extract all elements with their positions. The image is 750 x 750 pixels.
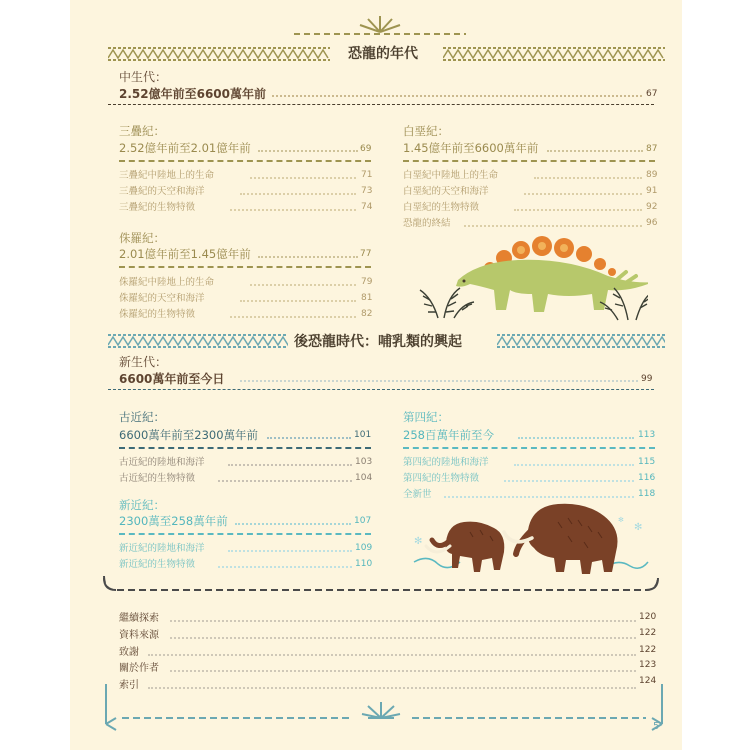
bottom-ornament [100,684,670,732]
neogene-page: 107 [354,516,372,526]
list-item-label: 關於作者 [119,663,159,674]
quaternary-page: 113 [638,430,656,440]
dot-leader [218,480,352,482]
list-item-label: 白堊紀的天空和海洋 [403,186,489,197]
list-item-page: 74 [361,202,373,212]
svg-text:✻: ✻ [414,536,423,547]
cenozoic-range: 6600萬年前至今日 [119,372,225,386]
neogene-label: 新近紀： [119,498,165,512]
mesozoic-rule [108,104,654,105]
list-item-label: 三疊紀的天空和海洋 [119,186,205,197]
list-item-label: 全新世 [403,489,432,500]
list-item-page: 89 [646,170,658,180]
book-page [70,0,682,750]
dot-leader [504,480,634,482]
cretaceous-rule [403,160,655,162]
triassic-rule [119,160,371,162]
list-item-page: 116 [638,473,656,483]
stegosaurus-illustration [418,232,648,324]
jurassic-label: 侏羅紀： [119,231,165,245]
paleogene-rule [119,447,371,449]
cenozoic-page: 99 [641,374,653,384]
list-item-label: 侏羅紀的生物特徵 [119,309,196,320]
mesozoic-range: 2.52億年前至6600萬年前 [119,87,267,101]
dot-leader [240,300,356,302]
dot-leader [228,464,352,466]
dot-leader [240,380,638,382]
list-item-label: 索引 [119,680,139,691]
top-ornament [290,10,470,40]
dot-leader [235,523,351,525]
list-item-label: 資料來源 [119,630,159,641]
quaternary-label: 第四紀： [403,410,449,424]
dot-leader [464,225,642,227]
mesozoic-label: 中生代： [119,70,168,84]
list-item-label: 古近紀的生物特徵 [119,473,196,484]
dot-leader [230,209,356,211]
section1-title: 恐龍的年代 [348,46,418,62]
dot-leader [258,150,358,152]
list-item-page: 122 [639,645,657,655]
mesozoic-page: 67 [646,89,658,99]
dot-leader [524,193,642,195]
dot-leader [258,256,358,258]
paleogene-range: 6600萬年前至2300萬年前 [119,428,259,442]
list-item-page: 79 [361,277,373,287]
cretaceous-page: 87 [646,144,658,154]
dot-leader [230,316,356,318]
list-item-page: 82 [361,309,373,319]
dot-leader [240,193,356,195]
cretaceous-range: 1.45億年前至6600萬年前 [403,141,539,155]
list-item-label: 第四紀的陸地和海洋 [403,457,489,468]
list-item-page: 73 [361,186,373,196]
back-matter-divider [100,574,662,596]
dot-leader [148,654,636,656]
cretaceous-label: 白堊紀： [403,124,449,138]
list-item-page: 118 [638,489,656,499]
dot-leader [547,150,643,152]
list-item-page: 81 [361,293,373,303]
list-item-page: 123 [639,660,657,670]
dot-leader [250,177,356,179]
section2-title: 後恐龍時代：哺乳類的興起 [294,334,462,350]
list-item-label: 新近紀的陸地和海洋 [119,543,205,554]
triassic-label: 三疊紀： [119,124,165,138]
list-item-page: 122 [639,628,657,638]
section2-left-bar [108,333,288,349]
section1-right-bar [443,46,665,62]
list-item-label: 新近紀的生物特徵 [119,559,196,570]
neogene-rule [119,533,371,535]
jurassic-rule [119,266,371,268]
dot-leader [170,620,636,622]
list-item-label: 古近紀的陸地和海洋 [119,457,205,468]
dot-leader [250,284,356,286]
dot-leader [267,437,351,439]
svg-text:✻: ✻ [634,522,643,533]
list-item-label: 致謝 [119,647,139,658]
list-item-page: 109 [355,543,373,553]
list-item-label: 侏羅紀的天空和海洋 [119,293,205,304]
dot-leader [444,496,634,498]
fern-left [420,288,474,318]
list-item-page: 96 [646,218,658,228]
mammoth-illustration [408,502,650,578]
list-item-label: 白堊紀中陸地上的生命 [403,170,499,181]
quaternary-range: 258百萬年前至今 [403,428,494,442]
section1-left-bar [108,46,330,62]
quaternary-rule [403,447,655,449]
neogene-range: 2300萬至258萬年前 [119,514,228,528]
dot-leader [514,209,642,211]
list-item-label: 白堊紀的生物特徵 [403,202,480,213]
jurassic-range: 2.01億年前至1.45億年前 [119,247,251,261]
triassic-page: 69 [360,144,372,154]
list-item-label: 三疊紀中陸地上的生命 [119,170,215,181]
triassic-range: 2.52億年前至2.01億年前 [119,141,251,155]
dot-leader [272,95,642,97]
list-item-page: 92 [646,202,658,212]
list-item-label: 三疊紀的生物特徵 [119,202,196,213]
dot-leader [518,437,634,439]
paleogene-page: 101 [354,430,372,440]
list-item-page: 120 [639,612,657,622]
list-item-page: 110 [355,559,373,569]
list-item-label: 繼續探索 [119,613,159,624]
list-item-page: 104 [355,473,373,483]
dot-leader [170,637,636,639]
dot-leader [228,550,352,552]
dot-leader [170,670,636,672]
list-item-page: 115 [638,457,656,467]
cenozoic-label: 新生代： [119,355,168,369]
jurassic-page: 77 [360,249,372,259]
list-item-label: 恐龍的終結 [403,218,451,229]
list-item-label: 侏羅紀中陸地上的生命 [119,277,215,288]
list-item-page: 71 [361,170,373,180]
page-number: 5 [653,721,660,732]
dot-leader [514,464,634,466]
list-item-page: 124 [639,676,657,686]
section2-right-bar [497,333,665,349]
list-item-label: 第四紀的生物特徵 [403,473,480,484]
dot-leader [218,566,352,568]
cenozoic-rule [108,389,654,390]
list-item-page: 91 [646,186,658,196]
svg-text:✻: ✻ [618,516,624,524]
list-item-page: 103 [355,457,373,467]
paleogene-label: 古近紀： [119,410,165,424]
dot-leader [534,177,642,179]
